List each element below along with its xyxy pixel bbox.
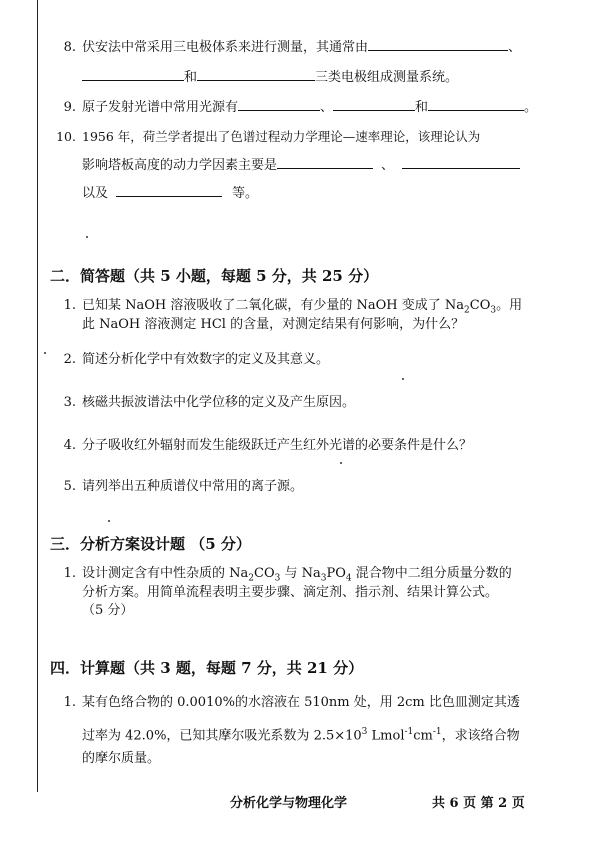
subscript: 2 (248, 573, 254, 584)
question-text: 原子发射光谱中常用光源有 (82, 100, 239, 115)
answer-blank[interactable] (402, 156, 520, 169)
question-10-line3 (82, 184, 258, 203)
question-number: 8. (63, 40, 76, 55)
question-text: 混合物中二组分质量分数的 (351, 566, 512, 581)
superscript: -1 (404, 727, 414, 737)
answer-blank[interactable] (82, 68, 184, 81)
question-text: 以及 (82, 186, 109, 201)
answer-blank[interactable] (368, 38, 508, 51)
question-number: 1. (63, 695, 76, 710)
subscript: 2 (464, 305, 470, 316)
subscript: 3 (274, 573, 281, 584)
question-text: 分子吸收红外辐射而发生能级跃迁产生红外光谱的必要条件是什么？ (82, 438, 473, 453)
section-4-item-1-line3: 的摩尔质量。 (82, 751, 161, 766)
question-text: 过率为 42.0%，已知其摩尔吸光系数为 2.5×10 (82, 728, 362, 744)
answer-blank[interactable] (428, 98, 524, 111)
section-3-item-1-line2: 分析方案。用简单流程表明主要步骤、滴定剂、指示剂、结果计算公式。 (82, 585, 499, 600)
subscript: 3 (320, 573, 327, 584)
question-text: 简述分析化学中有效数字的定义及其意义。 (82, 352, 330, 367)
question-text: 。用 (496, 298, 523, 313)
section-2-title: 二．简答题（共 5 小题，每题 5 分，共 25 分） (50, 267, 379, 285)
question-number: 1. (63, 298, 76, 313)
question-text: 三类电极组成测量系统。 (315, 70, 459, 85)
scan-speck (44, 352, 46, 354)
section-2-item-5 (58, 478, 303, 496)
question-number: 3. (63, 395, 76, 410)
question-number: 2. (63, 352, 76, 367)
scan-speck (402, 378, 404, 380)
question-text: 影响塔板高度的动力学因素主要是 (82, 158, 278, 173)
question-text: 请列举出五种质谱仪中常用的离子源。 (82, 479, 304, 494)
question-text: 已知某 NaOH 溶液吸收了二氧化碳，有少量的 NaOH 变成了 Na (82, 298, 465, 313)
question-number: 9. (63, 100, 76, 115)
section-4-item-1-line2 (82, 723, 520, 745)
question-text: CO (254, 566, 275, 581)
question-number: 10. (56, 129, 76, 144)
section-4-title: 四．计算题（共 3 题，每题 7 分，共 21 分） (50, 659, 364, 677)
question-number: 5. (63, 479, 76, 494)
question-text: PO (326, 566, 346, 581)
separator: 。 (524, 100, 538, 115)
question-text: CO (469, 298, 491, 313)
separator: 、 (508, 40, 522, 55)
scan-speck (340, 462, 342, 464)
answer-blank[interactable] (277, 156, 373, 169)
answer-blank[interactable] (116, 184, 222, 197)
section-2-item-4 (58, 437, 472, 455)
question-text: ，求该络合物 (441, 728, 520, 744)
question-text: 设计测定含有中性杂质的 Na (82, 566, 249, 581)
question-8-line2 (82, 68, 458, 87)
scan-speck (108, 520, 110, 522)
question-text: 与 Na (280, 566, 321, 581)
question-text: 等。 (232, 186, 259, 201)
section-3-title: 三．分析方案设计题 （5 分） (50, 535, 251, 553)
question-8-line1 (58, 38, 521, 57)
section-2-item-3 (58, 394, 355, 412)
subscript: 4 (345, 573, 352, 584)
question-number: 1. (63, 566, 76, 581)
question-10-line1 (52, 128, 480, 146)
superscript: -1 (432, 727, 442, 737)
footer-subject: 分析化学与物理化学 (230, 796, 348, 811)
answer-blank[interactable] (333, 98, 415, 111)
question-text: 核磁共振波谱法中化学位移的定义及产生原因。 (82, 395, 356, 410)
question-10-line2 (82, 156, 520, 175)
subscript: 3 (490, 305, 497, 316)
separator: 和 (415, 100, 429, 115)
question-text: 伏安法中常采用三电极体系来进行测量，其通常由 (82, 40, 369, 55)
section-4-item-1-line1 (58, 694, 520, 712)
question-text: 1956 年，荷兰学者提出了色谱过程动力学理论—速率理论，该理论认为 (82, 129, 481, 144)
scan-speck (86, 236, 88, 238)
footer-page-count: 共 6 页 第 2 页 (432, 796, 525, 811)
question-9 (58, 98, 537, 117)
question-text: cm (413, 728, 433, 744)
answer-blank[interactable] (238, 98, 320, 111)
answer-blank[interactable] (197, 68, 315, 81)
superscript: 3 (361, 727, 368, 737)
question-text: 某有色络合物的 0.0010%的水溶液在 510nm 处，用 2cm 比色皿测定其透 (82, 695, 520, 710)
section-3-item-1-line3: （5 分） (82, 603, 134, 618)
question-number: 4. (63, 438, 76, 453)
section-2-item-1-line2: 此 NaOH 溶液测定 HCl 的含量，对测定结果有何影响，为什么？ (82, 317, 465, 332)
margin-line (37, 0, 38, 792)
question-text: 和 (184, 70, 198, 85)
separator: 、 (381, 158, 395, 173)
section-2-item-2 (58, 351, 329, 369)
question-text: Lmol (367, 728, 405, 744)
separator: 、 (320, 100, 334, 115)
